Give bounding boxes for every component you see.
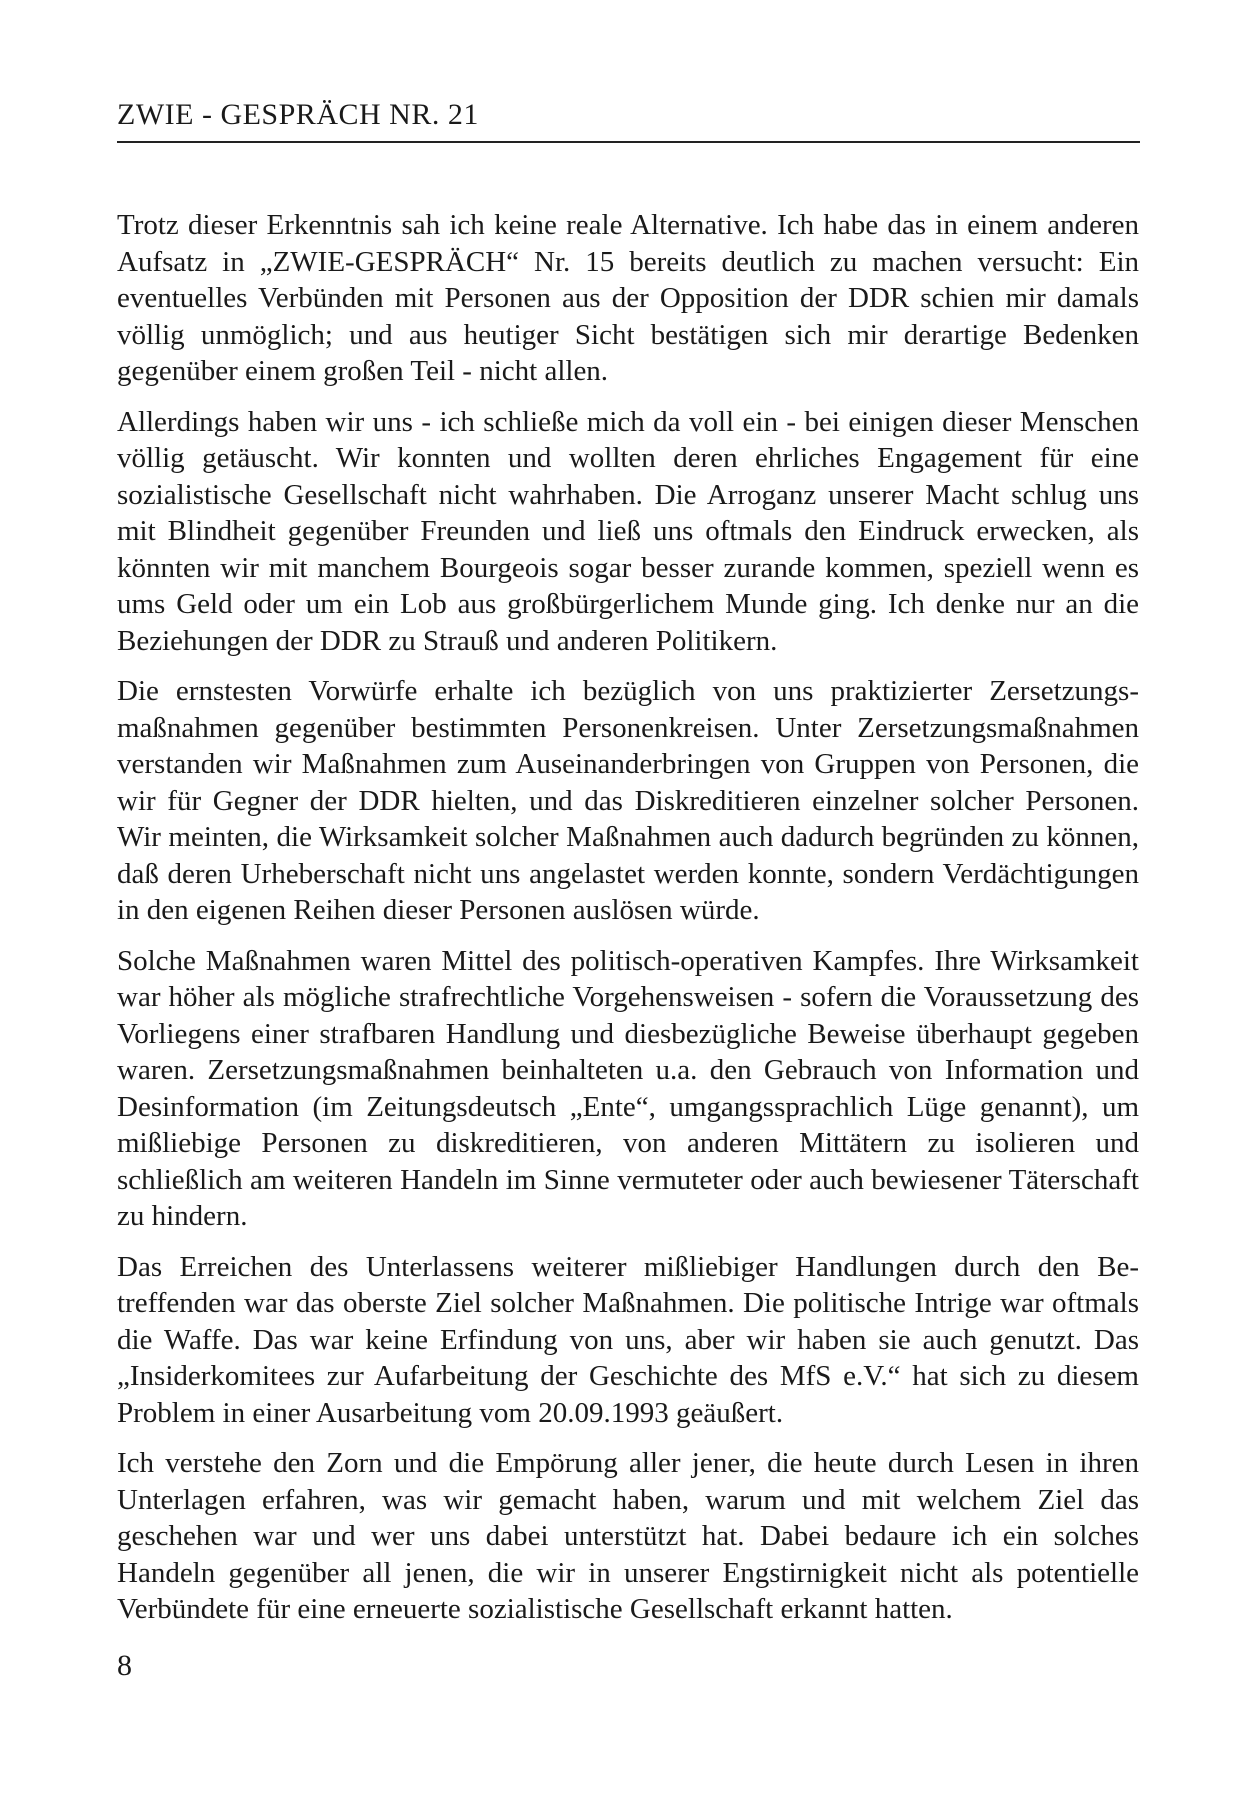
paragraph-5: Das Erreichen des Unterlassens weiterer mißliebiger Handlungen durch den Betreffenden war das oberste Ziel solcher Maßnahmen. Die politische Intrige war oftmals die Waffe. Das war keine Erfindung von uns, aber wir haben sie auch genutzt. Das „Insiderkomitees zur Aufarbeitung der Geschichte des MfS e.V.“ hat sich zu diesem Problem in einer Ausarbeitung vom 20.09.1993 geäußert.	[117, 1250, 1139, 1429]
running-header: ZWIE - GESPRÄCH NR. 21	[117, 98, 479, 131]
paragraph-4: Solche Maßnahmen waren Mittel des politisch-operativen Kampfes. Ihre Wirksamkeit war höher als mögliche strafrechtliche Vorgehensweisen - sofern die Voraussetzung des Vorliegens einer strafbaren Handlung und diesbezügliche Beweise überhaupt gegeben waren. Zersetzungsmaßnahmen beinhalteten u.a. den Gebrauch von Information und Desinformation (im Zeitungsdeutsch „Ente“, umgangssprachlich Lüge genannt), um mißliebige Personen zu diskreditieren, von anderen Mittätern zu isolieren und schließlich am weiteren Handeln im Sinne vermuteter oder auch bewiesener Täterschaft zu hindern.	[117, 944, 1139, 1232]
page-number: 8	[117, 1649, 132, 1682]
header-rule	[117, 141, 1140, 143]
paragraph-6: Ich verstehe den Zorn und die Empörung aller jener, die heute durch Lesen in ihren Unterlagen erfahren, was wir gemacht haben, warum und mit welchem Ziel das geschehen war und wer uns dabei unterstützt hat. Dabei bedaure ich ein solches Handeln gegenüber all jenen, die wir in unserer Engstirnigkeit nicht als potentielle Verbündete für eine erneuerte sozialistische Gesellschaft erkannt hatten.	[117, 1447, 1139, 1625]
paragraph-1: Trotz dieser Erkenntnis sah ich keine reale Alternative. Ich habe das in einem anderen Aufsatz in „ZWIE-GESPRÄCH“ Nr. 15 bereits deutlich zu machen versucht: Ein eventuelles Verbünden mit Personen aus der Opposition der DDR schien mir damals völlig unmöglich; und aus heutiger Sicht bestätigen sich mir derartige Bedenken gegenüber einem großen Teil - nicht allen.	[117, 209, 1139, 387]
body-text	[117, 207, 1139, 1642]
paragraph-2: Allerdings haben wir uns - ich schließe mich da voll ein - bei einigen dieser Menschen völlig getäuscht. Wir konnten und wollten deren ehrliches Engagement für eine sozialistische Gesellschaft nicht wahrhaben. Die Arroganz unserer Macht schlug uns mit Blindheit gegenüber Freunden und ließ uns oftmals den Eindruck erwecken, als könnten wir mit manchem Bourgeois sogar besser zurande kommen, speziell wenn es ums Geld oder um ein Lob aus großbürgerlichem Munde ging. Ich denke nur an die Beziehungen der DDR zu Strauß und anderen Politikern.	[117, 405, 1139, 657]
paragraph-3: Die ernstesten Vorwürfe erhalte ich bezüglich von uns praktizierter Zersetzungsmaßnahmen gegenüber bestimmten Personenkreisen. Unter Zersetzungsmaßnahmen verstanden wir Maßnahmen zum Auseinanderbringen von Gruppen von Personen, die wir für Gegner der DDR hielten, und das Diskreditieren einzelner solcher Personen. Wir meinten, die Wirksamkeit solcher Maßnahmen auch dadurch begründen zu können, daß deren Urheberschaft nicht uns angelastet werden konnte, sondern Verdächtigungen in den eigenen Reihen dieser Personen auslösen würde.	[117, 675, 1139, 926]
